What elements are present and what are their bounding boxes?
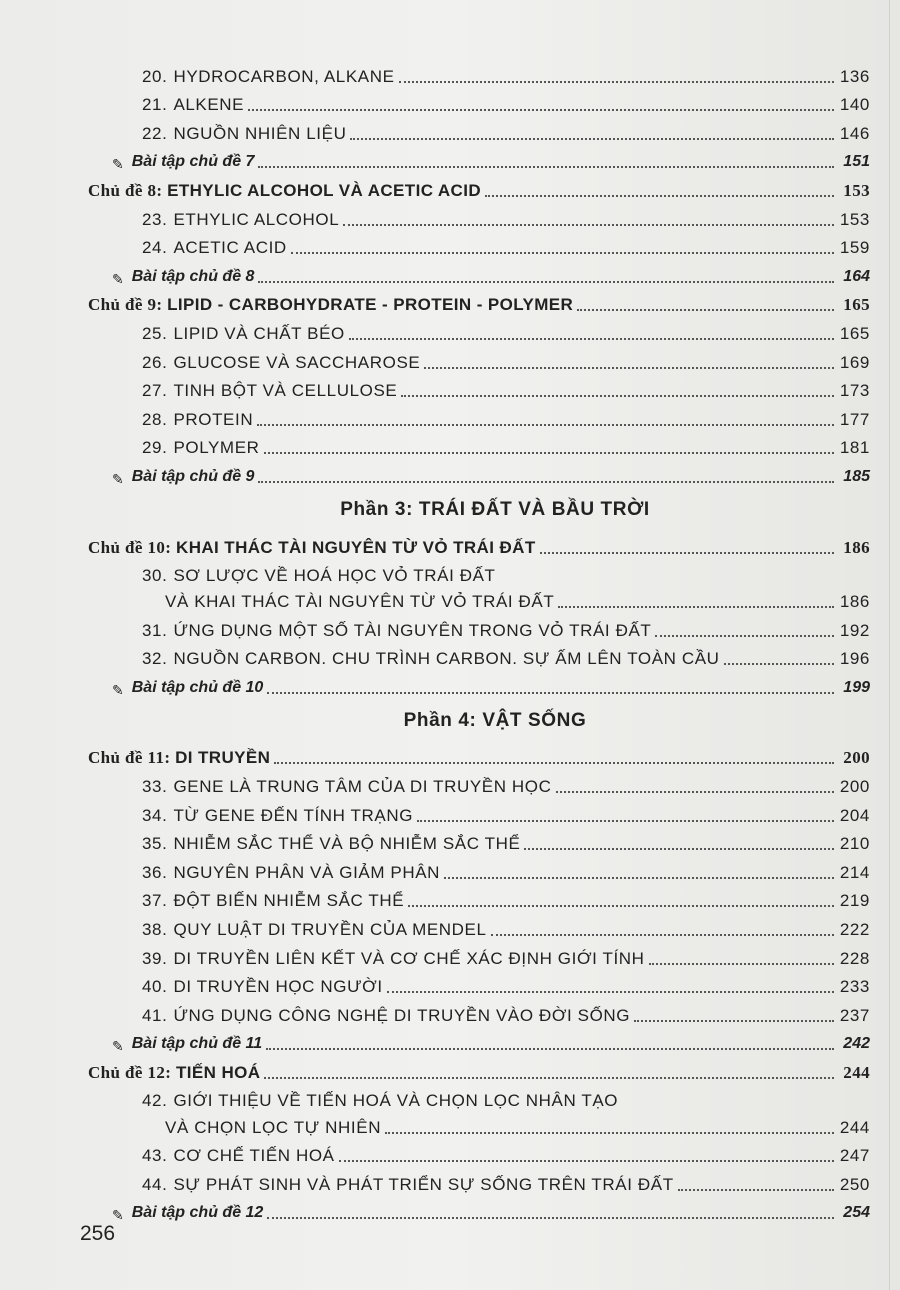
lesson-title: NGUYÊN PHÂN VÀ GIẢM PHÂN [173, 862, 441, 882]
page-ref: 254 [843, 1204, 870, 1222]
page-ref: 177 [839, 409, 870, 429]
leader-dots [444, 877, 834, 879]
page-ref: 237 [839, 1005, 870, 1025]
lesson-title: ACETIC ACID [173, 238, 287, 258]
leader-dots [266, 1048, 834, 1050]
leader-dots [248, 109, 834, 111]
leader-dots [349, 338, 834, 340]
exercise-label: Bài tập chủ đề 9 [131, 467, 255, 485]
lesson-number: 38. [142, 920, 168, 940]
lesson-entry [0, 770, 900, 799]
lesson-title: TINH BỘT VÀ CELLULOSE [173, 381, 398, 401]
lesson-entry [0, 232, 900, 261]
lesson-number: 37. [142, 891, 168, 911]
leader-dots [267, 692, 834, 694]
topic-title: TIẾN HOÁ [176, 1063, 261, 1082]
lesson-title: ĐỘT BIẾN NHIỄM SẮC THỂ [173, 891, 405, 911]
page-ref: 169 [839, 352, 870, 372]
exercise-topic-9 [0, 460, 900, 489]
page-ref: 153 [839, 209, 870, 229]
lesson-entry [0, 89, 900, 118]
lesson-42 [0, 1085, 900, 1140]
pencil-icon: ✎ [112, 1038, 124, 1055]
lesson-entry [0, 203, 900, 232]
lesson-title: GENE LÀ TRUNG TÂM CỦA DI TRUYỀN HỌC [173, 777, 552, 797]
pencil-icon: ✎ [112, 270, 124, 287]
lesson-entry [0, 346, 900, 375]
lesson-title: LIPID VÀ CHẤT BÉO [173, 323, 345, 343]
topic-title: LIPID - CARBOHYDRATE - PROTEIN - POLYMER [167, 295, 574, 315]
page-ref: 219 [839, 891, 870, 911]
lesson-title: DI TRUYỀN LIÊN KẾT VÀ CƠ CHẾ XÁC ĐỊNH GIỚI TÍNH [173, 948, 645, 968]
pencil-icon: ✎ [112, 681, 124, 698]
page-ref: 153 [843, 180, 870, 200]
leader-dots [399, 81, 834, 83]
exercise-label: Bài tập chủ đề 12 [131, 1204, 264, 1222]
lesson-title: TỪ GENE ĐẾN TÍNH TRẠNG [173, 805, 414, 825]
leader-dots [424, 367, 834, 369]
lesson-entry [0, 375, 900, 404]
page-ref: 242 [843, 1035, 870, 1053]
leader-dots [264, 452, 834, 454]
topic-11 [0, 742, 900, 771]
page-ref: 244 [843, 1063, 870, 1082]
exercise-topic-7 [0, 146, 900, 175]
table-of-contents [0, 60, 900, 1225]
lesson-entry [0, 432, 900, 461]
entries-e [0, 770, 900, 1027]
leader-dots [556, 791, 835, 793]
leader-dots [540, 552, 834, 554]
page-ref: 192 [839, 620, 870, 640]
leader-dots [343, 224, 834, 226]
lesson-entry [0, 856, 900, 885]
leader-dots [274, 762, 834, 764]
lesson-number: 21. [142, 95, 168, 115]
page-ref: 146 [839, 123, 870, 143]
page-ref: 210 [839, 834, 870, 854]
leader-dots [577, 309, 834, 311]
lesson-number: 39. [142, 948, 168, 968]
lesson-entry [0, 317, 900, 346]
lesson-entry [0, 1140, 900, 1169]
topic-10 [0, 531, 900, 560]
exercise-topic-8 [0, 260, 900, 289]
leader-dots [724, 663, 834, 665]
topic-label: Chủ đề 11: [88, 748, 171, 768]
leader-dots [257, 424, 834, 426]
lesson-number: 41. [142, 1005, 168, 1025]
leader-dots [258, 481, 834, 483]
lesson-title-line2: VÀ KHAI THÁC TÀI NGUYÊN TỪ VỎ TRÁI ĐẤT [165, 592, 555, 612]
lesson-entry [0, 971, 900, 1000]
page-ref: 196 [839, 649, 870, 669]
entries-a [0, 60, 900, 146]
leader-dots [558, 606, 834, 608]
page-ref: 250 [839, 1174, 870, 1194]
entries-d [0, 614, 900, 671]
lesson-number: 44. [142, 1174, 168, 1194]
leader-dots [350, 138, 834, 140]
lesson-number: 43. [142, 1146, 168, 1166]
part-4-heading: Phần 4: VẬT SỐNG [403, 709, 587, 731]
leader-dots [401, 395, 834, 397]
topic-label: Chủ đề 10: [88, 537, 172, 557]
lesson-title: NGUỒN NHIÊN LIỆU [173, 123, 347, 143]
lesson-number: 20. [142, 66, 168, 86]
page-ref: 159 [839, 238, 870, 258]
page-ref: 214 [839, 862, 870, 882]
leader-dots [339, 1160, 834, 1162]
lesson-number: 42. [142, 1091, 168, 1110]
lesson-entry [0, 913, 900, 942]
page-ref: 199 [843, 678, 870, 696]
exercise-label: Bài tập chủ đề 11 [131, 1035, 263, 1053]
page-ref: 186 [843, 537, 870, 557]
lesson-number: 25. [142, 323, 168, 343]
lesson-title: ỨNG DỤNG CÔNG NGHỆ DI TRUYỀN VÀO ĐỜI SỐNG [173, 1005, 631, 1025]
lesson-entry [0, 799, 900, 828]
leader-dots [524, 848, 834, 850]
leader-dots [408, 905, 834, 907]
page-ref: 200 [839, 777, 870, 797]
exercise-label: Bài tập chủ đề 10 [131, 678, 264, 696]
lesson-title: NGUỒN CARBON. CHU TRÌNH CARBON. SỰ ẤM LÊN TOÀN CẦU [173, 649, 720, 669]
lesson-number: 22. [142, 123, 168, 143]
lesson-number: 33. [142, 777, 168, 797]
exercise-topic-12 [0, 1197, 900, 1226]
entries-f [0, 1140, 900, 1197]
leader-dots [258, 281, 834, 283]
entries-b [0, 203, 900, 260]
exercise-topic-11 [0, 1028, 900, 1057]
exercise-label: Bài tập chủ đề 7 [131, 153, 255, 171]
leader-dots [291, 252, 834, 254]
leader-dots [678, 1189, 834, 1191]
pencil-icon: ✎ [112, 156, 124, 173]
lesson-title: ALKENE [173, 95, 245, 115]
pencil-icon: ✎ [112, 1207, 124, 1224]
leader-dots [267, 1217, 834, 1219]
lesson-title: POLYMER [173, 438, 260, 458]
lesson-number: 35. [142, 834, 168, 854]
part-3-heading: Phần 3: TRÁI ĐẤT VÀ BẦU TRỜI [340, 498, 650, 520]
lesson-30 [0, 560, 900, 615]
topic-label: Chủ đề 12: [88, 1063, 172, 1082]
leader-dots [258, 166, 834, 168]
page-ref: 233 [839, 977, 870, 997]
page-ref: 164 [843, 267, 870, 285]
page-ref: 165 [843, 295, 870, 315]
exercise-topic-10 [0, 671, 900, 700]
page-ref: 222 [839, 920, 870, 940]
lesson-number: 24. [142, 238, 168, 258]
lesson-number: 31. [142, 620, 168, 640]
page-ref: 151 [843, 153, 870, 171]
exercise-label: Bài tập chủ đề 8 [131, 267, 255, 285]
leader-dots [485, 195, 834, 197]
lesson-title: GLUCOSE VÀ SACCHAROSE [173, 352, 421, 372]
page-ref: 200 [843, 748, 870, 768]
lesson-title-line1: GIỚI THIỆU VỀ TIẾN HOÁ VÀ CHỌN LỌC NHÂN TẠO [173, 1091, 619, 1110]
lesson-title: ETHYLIC ALCOHOL [173, 209, 340, 229]
lesson-title-line2: VÀ CHỌN LỌC TỰ NHIÊN [165, 1117, 382, 1137]
leader-dots [649, 963, 834, 965]
topic-title: KHAI THÁC TÀI NGUYÊN TỪ VỎ TRÁI ĐẤT [176, 537, 536, 557]
lesson-number: 34. [142, 805, 168, 825]
page-number: 256 [80, 1222, 116, 1245]
lesson-number: 23. [142, 209, 168, 229]
lesson-entry [0, 1168, 900, 1197]
lesson-entry [0, 614, 900, 643]
lesson-title: NHIỄM SẮC THỂ VÀ BỘ NHIỄM SẮC THỂ [173, 834, 521, 854]
page-ref: 228 [839, 948, 870, 968]
page-ref: 165 [839, 323, 870, 343]
topic-12 [0, 1056, 900, 1085]
leader-dots [387, 991, 834, 993]
topic-label: Chủ đề 8: [88, 180, 163, 200]
topic-8 [0, 174, 900, 203]
topic-title: DI TRUYỀN [175, 748, 271, 768]
lesson-number: 26. [142, 352, 168, 372]
lesson-title: SỰ PHÁT SINH VÀ PHÁT TRIỂN SỰ SỐNG TRÊN TRÁI ĐẤT [173, 1174, 674, 1194]
leader-dots [655, 635, 834, 637]
lesson-entry [0, 885, 900, 914]
page-ref: 204 [839, 805, 870, 825]
page-ref: 185 [843, 467, 870, 485]
lesson-entry [0, 942, 900, 971]
lesson-number: 27. [142, 381, 168, 401]
lesson-entry [0, 117, 900, 146]
lesson-title: PROTEIN [173, 409, 254, 429]
page-ref: 140 [839, 95, 870, 115]
lesson-entry [0, 403, 900, 432]
topic-9 [0, 289, 900, 318]
lesson-title-line1: SƠ LƯỢC VỀ HOÁ HỌC VỎ TRÁI ĐẤT [173, 565, 496, 585]
page-ref: 181 [839, 438, 870, 458]
lesson-entry [0, 828, 900, 857]
lesson-title: HYDROCARBON, ALKANE [173, 66, 395, 86]
lesson-number: 40. [142, 977, 168, 997]
lesson-number: 36. [142, 862, 168, 882]
lesson-title: CƠ CHẾ TIẾN HOÁ [173, 1146, 335, 1166]
leader-dots [264, 1077, 834, 1079]
lesson-entry [0, 999, 900, 1028]
leader-dots [491, 934, 834, 936]
page-ref: 244 [839, 1117, 870, 1137]
lesson-number: 29. [142, 438, 168, 458]
lesson-entry [0, 60, 900, 89]
page-ref: 136 [839, 66, 870, 86]
lesson-number: 30. [142, 565, 168, 585]
leader-dots [634, 1020, 834, 1022]
page-ref: 247 [839, 1146, 870, 1166]
lesson-title: ỨNG DỤNG MỘT SỐ TÀI NGUYÊN TRONG VỎ TRÁI ĐẤT [173, 620, 652, 640]
page-ref: 173 [839, 381, 870, 401]
pencil-icon: ✎ [112, 470, 124, 487]
lesson-title: QUY LUẬT DI TRUYỀN CỦA MENDEL [173, 920, 487, 940]
leader-dots [385, 1132, 834, 1134]
topic-label: Chủ đề 9: [88, 295, 163, 315]
lesson-entry [0, 643, 900, 672]
topic-title: ETHYLIC ALCOHOL VÀ ACETIC ACID [167, 180, 482, 200]
leader-dots [417, 820, 834, 822]
lesson-number: 28. [142, 409, 168, 429]
entries-c [0, 317, 900, 460]
page-ref: 186 [839, 592, 870, 612]
lesson-number: 32. [142, 649, 168, 669]
lesson-title: DI TRUYỀN HỌC NGƯỜI [173, 977, 383, 997]
